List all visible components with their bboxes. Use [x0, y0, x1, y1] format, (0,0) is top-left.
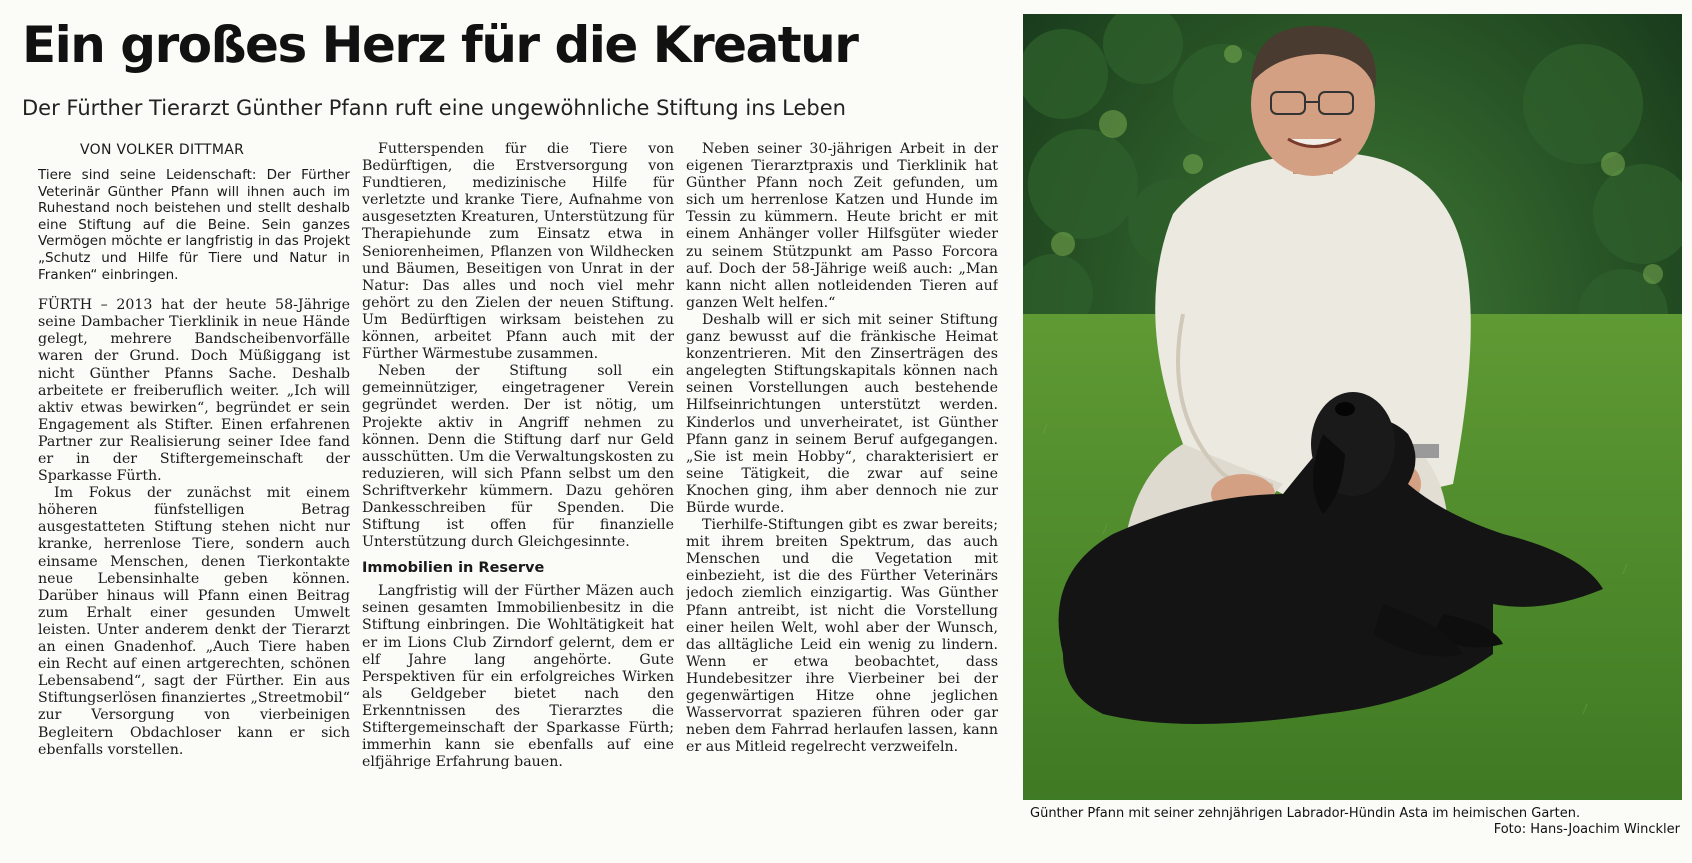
body-paragraph: Langfristig will der Fürther Mäzen auch seinen gesamten Immobilienbesitz in die Stiftung einbringen. Die Wohltätigkeit hat er im Lions Club Zirndorf gelernt, dem er elf Jahre lang angehörte. Gute Perspektiven für ein erfolgreiches Wirken als Geldgeber bietet nach den Erkenntnissen des Tierarztes die Stiftergemeinschaft der Sparkasse Fürth; immerhin kann sie ebenfalls auf eine elfjährige Erfahrung bauen. [362, 583, 674, 771]
subheadline: Der Fürther Tierarzt Günther Pfann ruft eine ungewöhnliche Stiftung ins Leben [22, 96, 846, 120]
article-column-3 [686, 141, 998, 861]
body-paragraph: Deshalb will er sich mit seiner Stiftung ganz bewusst auf die fränkische Heimat konzentrieren. Mit den Zinserträgen des angelegten Stiftungskapitals können nach seinen Vorstellungen auch bestehende Hilfseinrichtungen unterstützt werden. Kinderlos und unverheiratet, ist Günther Pfann ganz in seinem Beruf aufgegangen. „Sie ist mein Hobby“, charakterisiert er seine Tätigkeit, die zwar auf seine Knochen ging, ihm aber dennoch nie zur Bürde wurde. [686, 311, 998, 516]
photo-man-with-labrador [1023, 14, 1682, 800]
wristwatch-icon [1413, 444, 1439, 458]
section-heading: Immobilien in Reserve [362, 560, 545, 577]
byline: VON VOLKER DITTMAR [80, 142, 245, 158]
article-photo [1023, 14, 1682, 800]
body-paragraph: FÜRTH – 2013 hat der heute 58-Jährige seine Dambacher Tierklinik in neue Hände gelegt, mehrere Bandscheibenvorfälle waren der Grund. Doch Müßiggang ist nicht Günther Pfanns Sache. Deshalb arbeitete er freiberuflich weiter. „Ich will aktiv etwas bewirken“, begründet er sein Engagement als Stifter. Einen erfahrenen Partner zur Realisierung seiner Idee fand er in der Stiftergemeinschaft der Sparkasse Fürth. [38, 297, 350, 485]
caption-text: Günther Pfann mit seiner zehnjährigen Labrador-Hündin Asta im heimischen Garten. [1030, 806, 1581, 821]
body-paragraph: Neben seiner 30-jährigen Arbeit in der eigenen Tierarztpraxis und Tierklinik hat Günther Pfann noch Zeit gefunden, um sich um herrenlose Katzen und Hunde im Tessin zu kümmern. Heute bricht er mit einem Anhänger voller Hilfsgüter wieder zu seinem Stützpunkt am Passo Forcora auf. Doch der 58-Jährige weiß auch: „Man kann nicht allen notleidenden Tieren auf ganzen Welt helfen.“ [686, 141, 998, 311]
body-paragraph: Neben der Stiftung soll ein gemeinnütziger, eingetragener Verein gegründet werden. Der ist nötig, um Projekte aktiv in Angriff nehmen zu können. Denn die Stiftung darf nur Geld ausschütten. Um die Verwaltungskosten zu reduzieren, will sich Pfann selbst um den Schriftverkehr kümmern. Dazu gehören Dankesschreiben für Spenden. Die Stiftung ist offen für finanzielle Unterstützung durch Gleichgesinnte. [362, 363, 674, 551]
body-paragraph: Tierhilfe-Stiftungen gibt es zwar bereits; mit ihrem breiten Spektrum, das auch Menschen und die Vegetation mit einbezieht, ist die des Fürther Veterinärs jedoch ziemlich einzigartig. Was Günther Pfann antreibt, ist nicht die Vorstellung einer heilen Welt, wohl aber der Wunsch, das alltägliche Leid ein wenig zu lindern. Wenn er etwa beobachtet, dass Hundebesitzer ihre Vierbeiner bei der gegenwärtigen Hitze ohne jeglichen Wasservorrat spazieren führen oder gar neben dem Fahrrad herlaufen lassen, kann er aus Mitleid regelrecht verzweifeln. [686, 517, 998, 756]
body-paragraph: Futterspenden für die Tiere von Bedürftigen, die Erstversorgung von Fundtieren, medizinische Hilfe für verletzte und kranke Tiere, Aufnahme von ausgesetzten Kreaturen, Unterstützung für Therapiehunde zum Einsatz etwa in Seniorenheimen, Pflanzen von Wildhecken und Bäumen, Beseitigen von Unrat in der Natur: Das alles und noch viel mehr gehört zu den Zielen der neuen Stiftung. Um Bedürftigen wirksam beistehen zu können, arbeitet Pfann auch mit der Fürther Wärmestube zusammen. [362, 141, 674, 363]
article-column-1 [38, 141, 350, 861]
photo-caption [1030, 806, 1680, 837]
photo-credit: Foto: Hans-Joachim Winckler [1493, 822, 1680, 837]
article-column-2 [362, 141, 674, 861]
body-paragraph: Im Fokus der zunächst mit einem höheren fünfstelligen Betrag ausgestatteten Stiftung stehen nicht nur kranke, herrenlose Tiere, sondern auch einsame Menschen, denen Tierkontakte neue Lebensinhalte geben können. Darüber hinaus will Pfann einen Beitrag zum Erhalt einer gesunden Umwelt leisten. Unter anderem denkt der Tierarzt an einen Gnadenhof. „Auch Tiere haben ein Recht auf einen artgerechten, schönen Lebensabend“, sagt der Fürther. Ein aus Stiftungserlösen finanziertes „Streetmobil“ zur Versorgung von vierbeinigen Begleitern Obdachloser kann er sich ebenfalls vorstellen. [38, 485, 350, 758]
dog-nose [1335, 402, 1355, 416]
lead-paragraph: Tiere sind seine Leidenschaft: Der Fürther Veterinär Günther Pfann will ihnen auch im Ruhestand noch beistehen und stellt deshalb eine Stiftung auf die Beine. Sein ganzes Vermögen möchte er langfristig in das Projekt „Schutz und Hilfe für Tiere und Natur in Franken“ einbringen. [38, 167, 350, 283]
headline: Ein großes Herz für die Kreatur [22, 16, 858, 74]
